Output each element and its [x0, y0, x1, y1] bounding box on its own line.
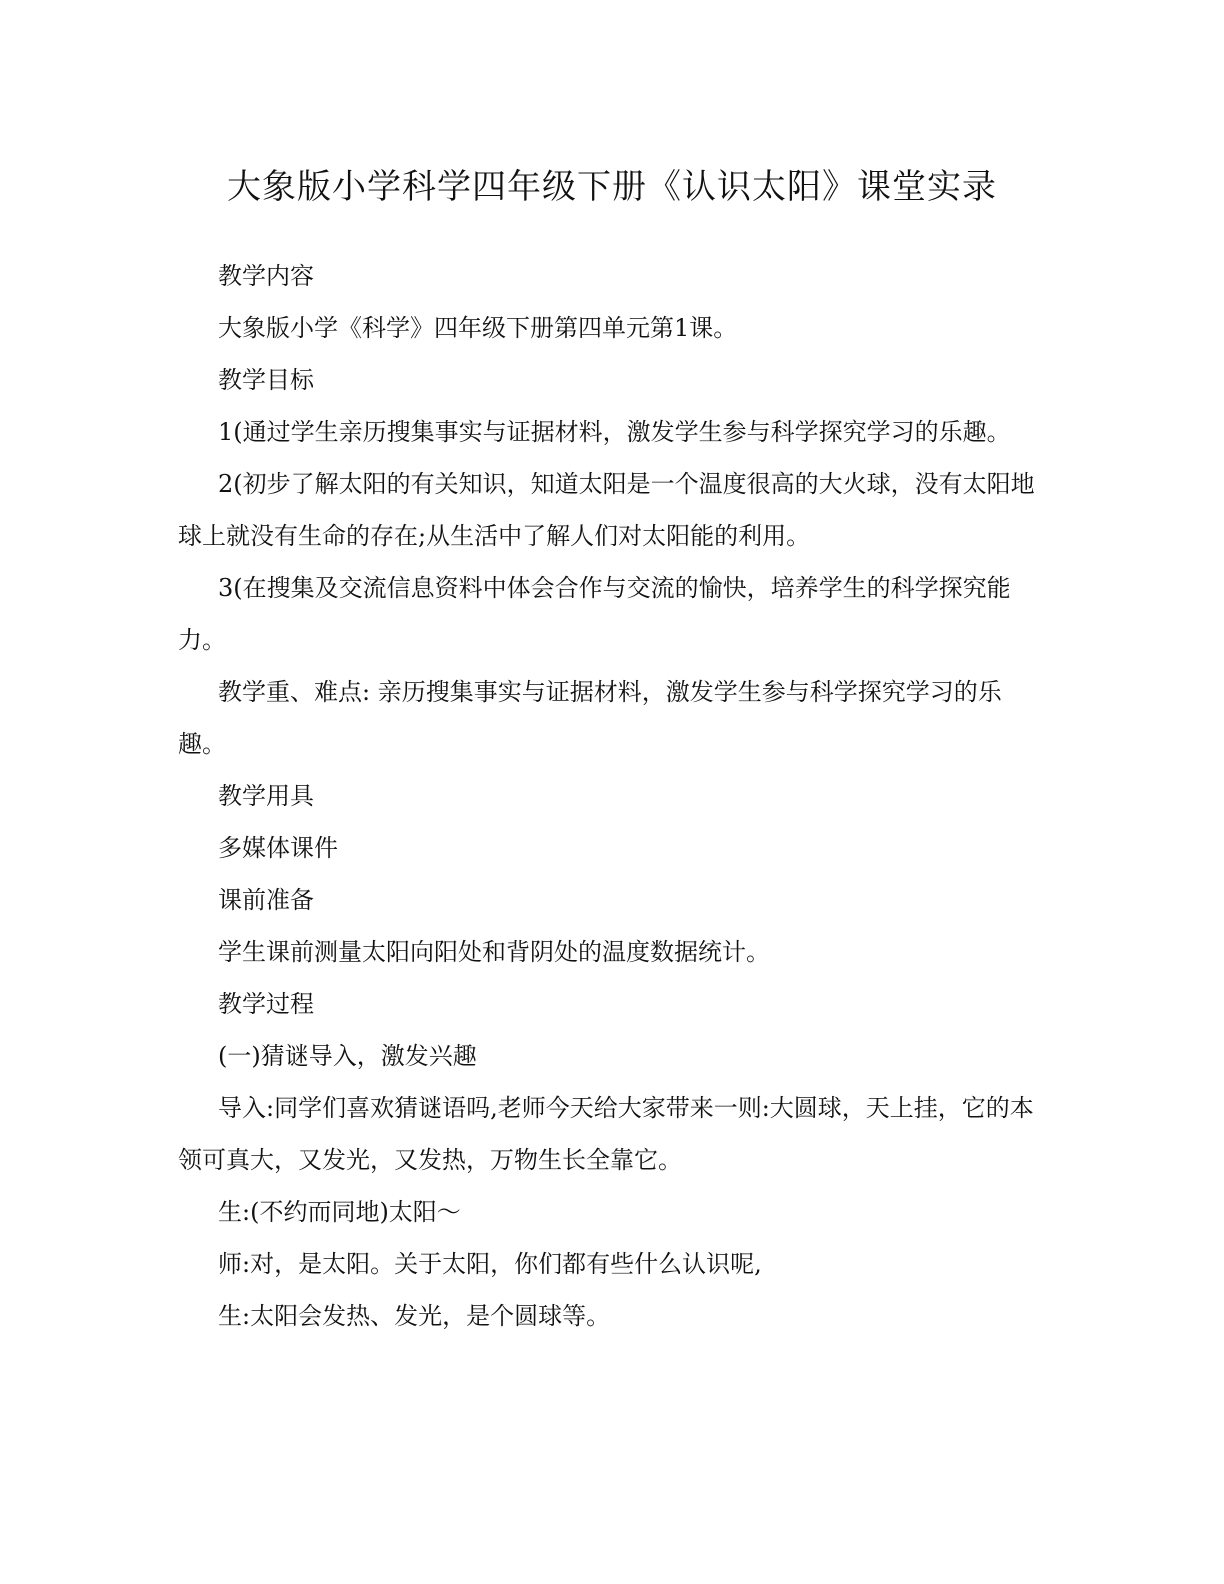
- document-body: [178, 250, 1038, 1342]
- paragraph-student-2: 生:太阳会发热、发光，是个圆球等。: [218, 1302, 611, 1330]
- paragraph-content: 大象版小学《科学》四年级下册第四单元第1课。: [218, 314, 738, 342]
- paragraph-heading-process: 教学过程: [218, 990, 314, 1018]
- paragraph-section-1: (一)猜谜导入，激发兴趣: [218, 1042, 477, 1070]
- document-title: 大象版小学科学四年级下册《认识太阳》课堂实录: [227, 167, 997, 207]
- paragraph-heading-goals: 教学目标: [218, 366, 314, 394]
- paragraph-intro: 导入:同学们喜欢猜谜语吗,老师今天给大家带来一则:大圆球，天上挂，它的本领可真大，又发光，又发热，万物生长全靠它。: [178, 1094, 1034, 1174]
- paragraph-preparation: 学生课前测量太阳向阳处和背阴处的温度数据统计。: [218, 938, 770, 966]
- paragraph-key-points: 教学重、难点: 亲历搜集事实与证据材料，激发学生参与科学探究学习的乐趣。: [178, 678, 1002, 758]
- paragraph-heading-tools: 教学用具: [218, 782, 314, 810]
- paragraph-teacher-1: 师:对，是太阳。关于太阳，你们都有些什么认识呢,: [218, 1250, 762, 1278]
- paragraph-goal-2: 2(初步了解太阳的有关知识，知道太阳是一个温度很高的大火球，没有太阳地球上就没有生命的存在;从生活中了解人们对太阳能的利用。: [178, 470, 1035, 550]
- paragraph-heading-preparation: 课前准备: [218, 886, 314, 914]
- paragraph-goal-1: 1(通过学生亲历搜集事实与证据材料，激发学生参与科学探究学习的乐趣。: [218, 418, 1011, 446]
- paragraph-goal-3: 3(在搜集及交流信息资料中体会合作与交流的愉快，培养学生的科学探究能力。: [178, 574, 1011, 654]
- paragraph-heading-content: 教学内容: [218, 262, 314, 290]
- paragraph-tools: 多媒体课件: [218, 834, 338, 862]
- paragraph-student-1: 生:(不约而同地)太阳～: [218, 1198, 461, 1226]
